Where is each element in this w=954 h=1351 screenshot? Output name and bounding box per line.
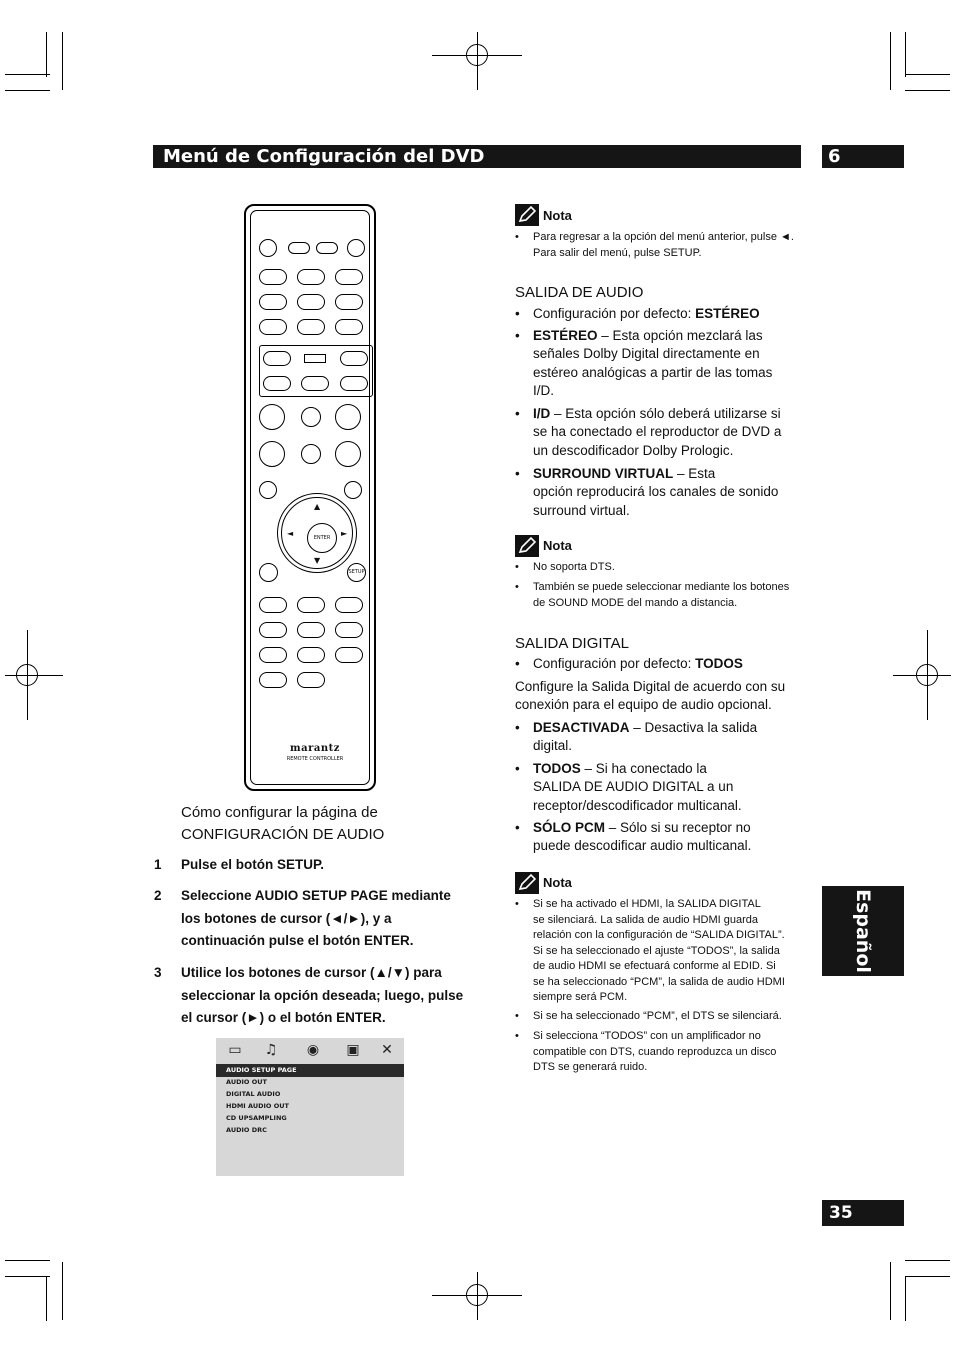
digital-option-pcm-only: SÓLO PCM – Sólo si su receptor no puede descodificar audio multicanal. [533,820,752,854]
remote-button [335,404,361,430]
remote-button [259,319,287,335]
remote-button [335,622,363,638]
remote-button [288,242,310,254]
bullet-dot: • [515,761,520,776]
remote-button [335,441,361,467]
remote-button [259,597,287,613]
digital-default-setting: Configuración por defecto: TODOS [533,656,743,671]
screen-menu-item: DIGITAL AUDIO [226,1090,281,1098]
remote-button [340,376,368,391]
bullet-dot: • [515,466,520,481]
remote-button [297,622,325,638]
bullet-dot: • [515,720,520,735]
step-number: 3 [154,965,162,980]
arrow-right-icon: ► [341,529,348,538]
remote-button [297,597,325,613]
step-number: 1 [154,857,162,872]
remote-control-illustration [244,204,376,791]
cursor-pad [277,493,357,573]
screen-menu-title: AUDIO SETUP PAGE [226,1066,297,1074]
note-text: Para regresar a la opción del menú anterior, pulse ◄. Para salir del menú, pulse SETUP. [533,231,794,259]
note-label: Nota [543,875,572,890]
arrow-down-icon: ▼ [314,556,321,565]
page-number: 35 [822,1200,904,1226]
note-text: Si se ha activado el HDMI, la SALIDA DIGITAL se silenciará. La salida de audio HDMI guarda relación con la configuración de “SALIDA DIGITAL”. Si se ha seleccionado el ajuste “TODOS”, la salida de audio HDMI se efectuará conforme al EDID. Si se ha seleccionado “PCM”, la salida de audio HDMI siempre será PCM. [533,898,785,1003]
remote-button [259,294,287,310]
note-pencil-icon [515,872,539,894]
picture-icon: ▣ [346,1042,360,1058]
enter-button: ENTER [307,523,337,553]
remote-button [297,647,325,663]
remote-button [335,647,363,663]
bullet-dot: • [515,561,519,573]
remote-button [297,294,325,310]
screen-menu-item: HDMI AUDIO OUT [226,1102,289,1110]
remote-button [335,597,363,613]
close-icon: ✕ [381,1042,393,1058]
bullet-dot: • [515,581,519,593]
remote-button [259,404,285,430]
bullet-dot: • [515,1030,519,1042]
header-bar [153,145,801,168]
audio-setup-screen [216,1038,404,1176]
audio-option-stereo: ESTÉREO – Esta opción mezclará las señales Dolby Digital directamente en estéreo analógicas a partir de las tomas I/D. [533,328,773,398]
step-text: Pulse el botón SETUP. [181,857,325,872]
chapter-number: 6 [822,145,904,168]
remote-button [297,269,325,285]
arrow-left-icon: ◄ [287,529,294,538]
audio-option-lr: I/D – Esta opción sólo deberá utilizarse si se ha conectado el reproductor de DVD a un descodificador Dolby Prologic. [533,406,782,458]
remote-body [250,210,370,785]
remote-button [335,294,363,310]
note-pencil-icon [515,204,539,226]
remote-button [263,351,291,366]
bullet-dot: • [515,656,520,671]
remote-button [259,481,277,499]
bullet-dot: • [515,898,519,910]
remote-button [259,563,278,582]
remote-button [335,319,363,335]
note-label: Nota [543,538,572,553]
brand-sublabel: REMOTE CONTROLLER [286,756,344,762]
remote-button-group [259,345,373,397]
remote-button [340,351,368,366]
remote-button [259,239,277,257]
screen-menu-item: CD UPSAMPLING [226,1114,287,1122]
step-text: Seleccione AUDIO SETUP PAGE mediante los botones de cursor (◄/►), y a continuación pulse el botón ENTER. [181,888,451,948]
step-text: Utilice los botones de cursor (▲/▼) para seleccionar la opción deseada; luego, pulse el cursor (►) o el botón ENTER. [181,965,464,1025]
bullet-dot: • [515,306,520,321]
remote-button [301,376,329,391]
screen-menu-item: AUDIO OUT [226,1078,267,1086]
screen-menu-item: AUDIO DRC [226,1126,267,1134]
arrow-up-icon: ▲ [314,502,321,511]
page-title: Menú de Configuración del DVD [163,146,485,167]
remote-button [259,622,287,638]
step-number: 2 [154,888,162,903]
remote-button [259,441,285,467]
remote-button [259,647,287,663]
note-text: Si selecciona “TODOS” con un amplificador no compatible con DTS, cuando reproduzca un disco DTS se generará ruido. [533,1030,777,1073]
remote-button [297,672,325,688]
remote-button [344,481,362,499]
folder-icon: ▭ [228,1042,242,1058]
speaker-icon: ♫ [264,1042,278,1058]
audio-option-virtual-surround: SURROUND VIRTUAL – Esta opción reproducirá los canales de sonido surround virtual. [533,466,779,518]
bullet-dot: • [515,328,520,343]
audio-default-setting: Configuración por defecto: ESTÉREO [533,306,760,321]
note-text: Si se ha seleccionado “PCM”, el DTS se silenciará. [533,1010,782,1022]
digital-option-off: DESACTIVADA – Desactiva la salida digital. [533,720,758,754]
digital-intro-text: Configure la Salida Digital de acuerdo con su conexión para el equipo de audio opcional. [515,679,786,713]
note-pencil-icon [515,535,539,557]
remote-button [304,354,326,363]
remote-button [259,269,287,285]
remote-button [316,242,338,254]
disc-icon: ◉ [306,1042,320,1058]
setup-button: SETUP [347,563,366,582]
remote-button [259,672,287,688]
digital-output-heading: SALIDA DIGITAL [515,635,629,652]
remote-button [297,319,325,335]
remote-button [335,269,363,285]
note-text: No soporta DTS. [533,561,615,573]
bullet-dot: • [515,231,519,243]
screen-icon-bar [216,1038,404,1062]
remote-button [263,376,291,391]
bullet-dot: • [515,406,520,421]
note-label: Nota [543,208,572,223]
language-tab [822,886,904,976]
remote-button [301,407,321,427]
bullet-dot: • [515,1010,519,1022]
audio-output-heading: SALIDA DE AUDIO [515,284,644,301]
note-text: También se puede seleccionar mediante los botones de SOUND MODE del mando a distancia. [533,581,790,609]
remote-button [347,239,365,257]
remote-button [301,444,321,464]
configure-audio-heading: Cómo configurar la página de CONFIGURACIÓN DE AUDIO [181,804,385,843]
brand-logo: marantz [290,743,340,754]
digital-option-all: TODOS – Si ha conectado la SALIDA DE AUDIO DIGITAL a un receptor/descodificador multicanal. [533,761,742,813]
language-tab-label: Español [852,889,874,973]
bullet-dot: • [515,820,520,835]
